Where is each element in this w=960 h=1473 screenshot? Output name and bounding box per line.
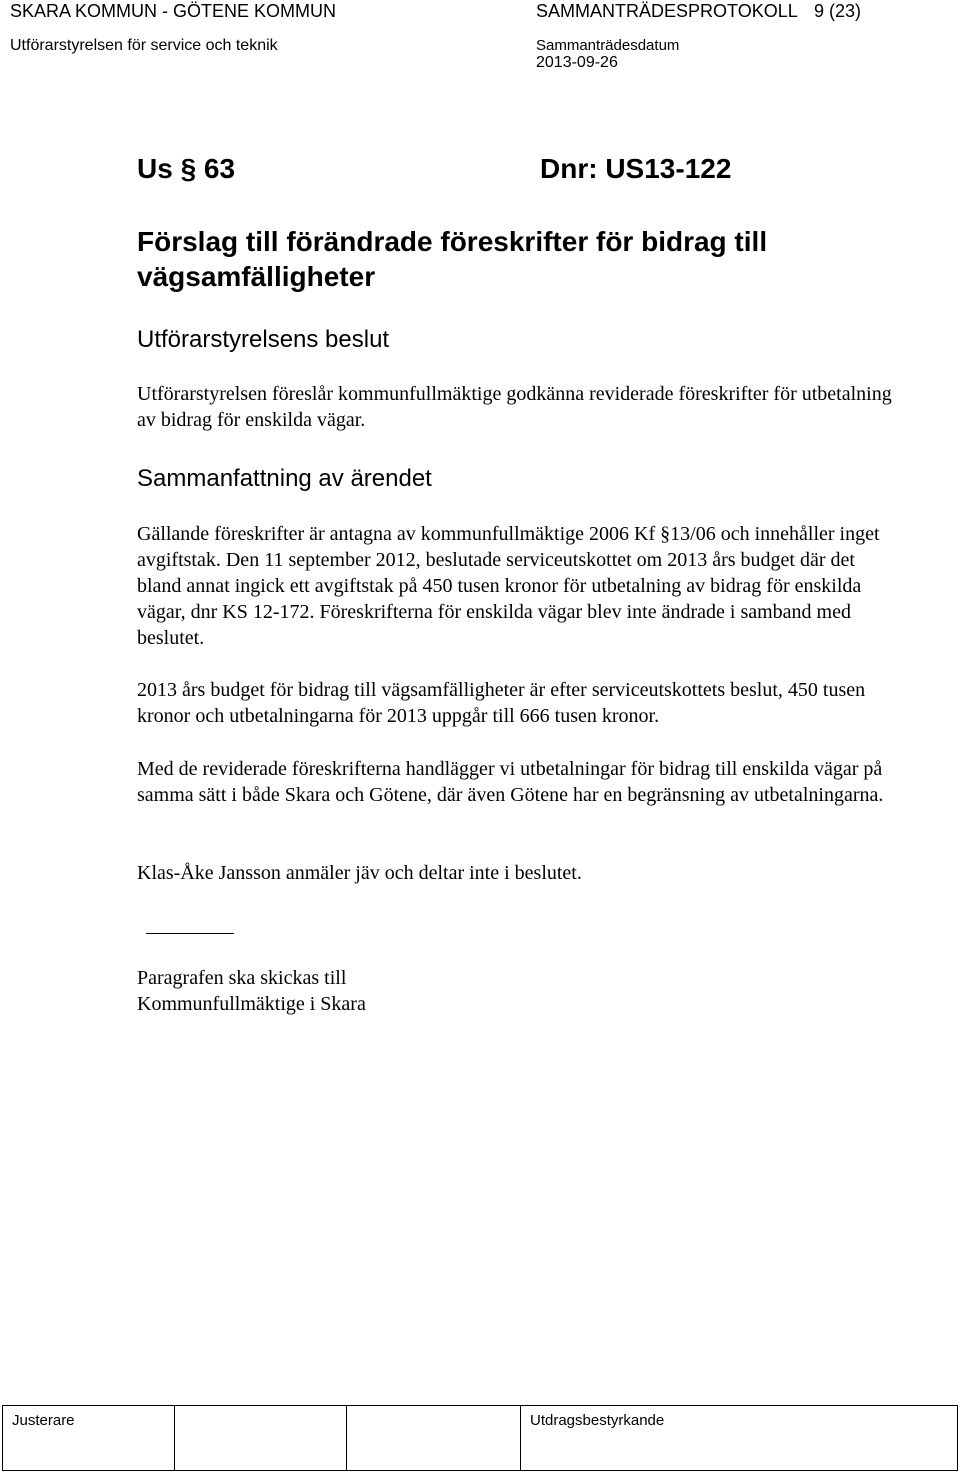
header-date-label: Sammanträdesdatum (536, 37, 680, 54)
summary-paragraph: Gällande föreskrifter är antagna av kommunfullmäktige 2006 Kf §13/06 och innehåller inget avgiftstak. Den 11 september 2012, beslutade serviceutskottet om 2013 års budget där det bland annat ingick ett avgiftstak på 450 tusen kronor för utbetalning av bidrag för enskilda vägar, dnr KS 12-172. Föreskrifterna för enskilda vägar blev inte ändrade i samband med beslutet. (137, 523, 880, 649)
header-page-number: 9 (23) (814, 1, 862, 21)
signature-cell (347, 1406, 521, 1470)
signature-table (2, 1405, 958, 1471)
summary-paragraph: Med de reviderade föreskrifterna handlägger vi utbetalningar för bidrag till enskilda vägar på samma sätt i både Skara och Götene, där även Götene har en begränsning av utbetalningarna. (137, 758, 884, 806)
certification-cell (521, 1406, 957, 1470)
paragraph-number: Us § 63 (137, 153, 236, 184)
signature-cell (175, 1406, 347, 1470)
header-department: Utförarstyrelsen för service och teknik (10, 37, 278, 54)
diary-number: Dnr: US13-122 (540, 153, 732, 184)
separator-line (146, 933, 234, 934)
summary-paragraph: 2013 års budget för bidrag till vägsamfälligheter är efter serviceutskottets beslut, 450 tusen kronor och utbetalningarna för 2013 uppgår till 666 tusen kronor. (137, 679, 866, 727)
adjuster-cell (3, 1406, 175, 1470)
case-title: Förslag till förändrade föreskrifter för bidrag till vägsamfälligheter (137, 226, 768, 292)
decision-heading: Utförarstyrelsens beslut (137, 326, 390, 353)
header-date: 2013-09-26 (536, 54, 618, 71)
header-protocol: SAMMANTRÄDESPROTOKOLL (536, 1, 798, 21)
distribution-note: Paragrafen ska skickas till Kommunfullmäktige i Skara (137, 967, 366, 1015)
certification-label: Utdragsbestyrkande (530, 1412, 665, 1429)
header-organization: SKARA KOMMUN - GÖTENE KOMMUN (10, 1, 337, 21)
summary-heading: Sammanfattning av ärendet (137, 465, 432, 492)
summary-paragraph: Klas-Åke Jansson anmäler jäv och deltar inte i beslutet. (137, 862, 582, 884)
decision-text: Utförarstyrelsen föreslår kommunfullmäktige godkänna reviderade föreskrifter för utbetalning av bidrag för enskilda vägar. (137, 383, 892, 431)
adjuster-label: Justerare (12, 1412, 75, 1429)
